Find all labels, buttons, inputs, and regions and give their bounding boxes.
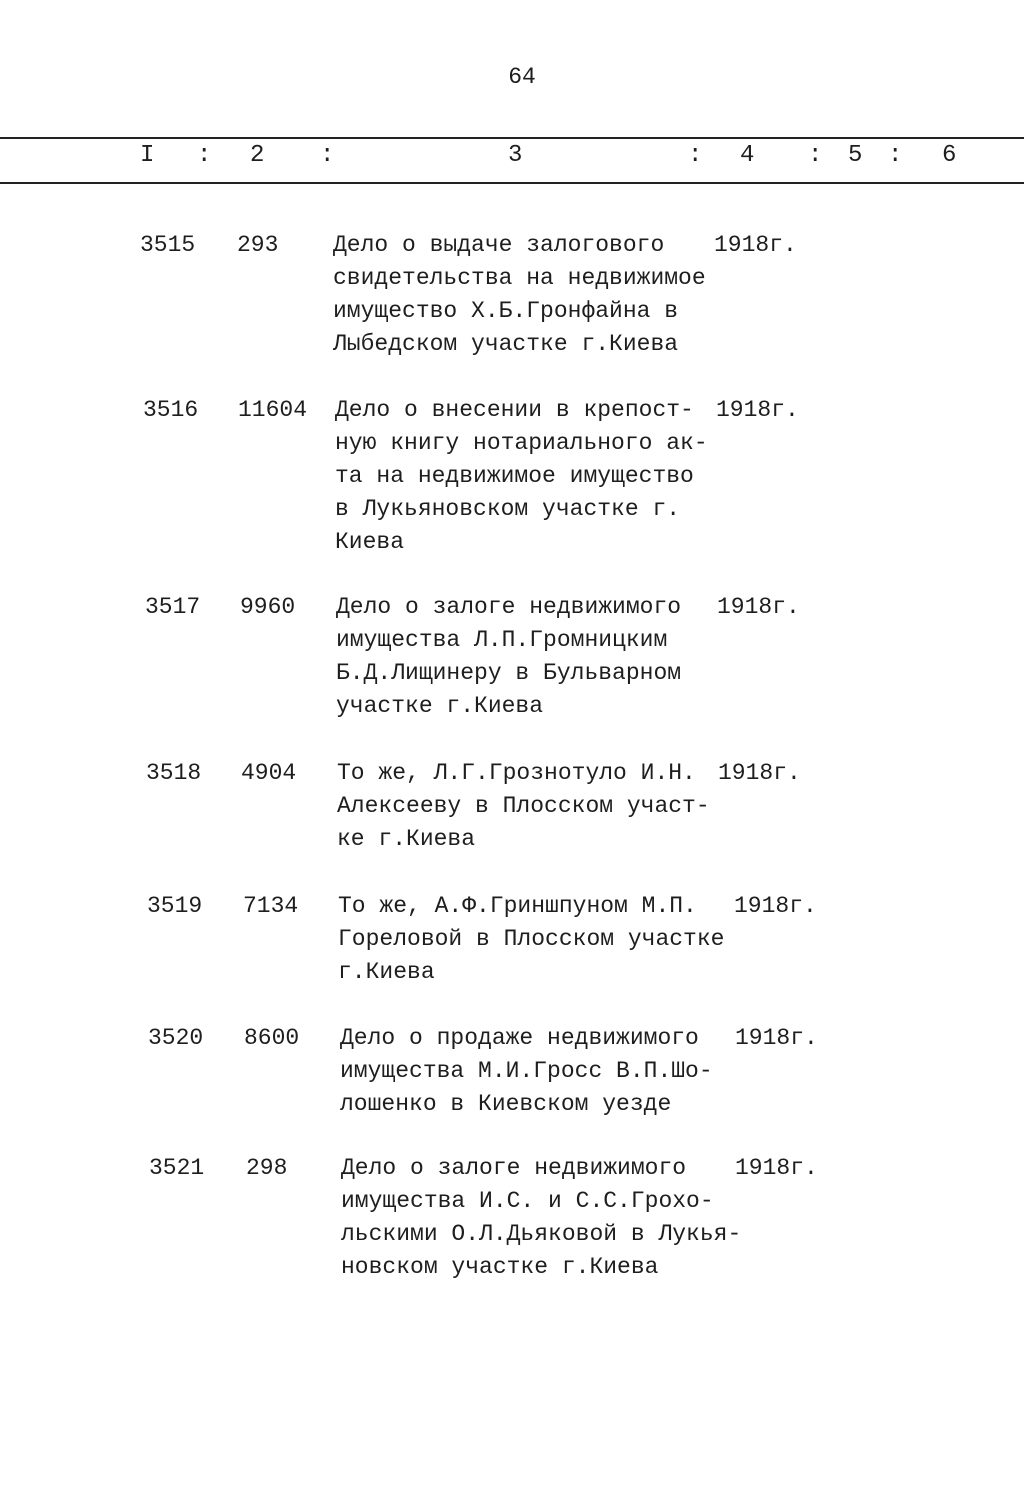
description-line: имущество Х.Б.Гронфайна в	[333, 298, 679, 324]
entry-description	[335, 394, 708, 559]
entry-number: 3515	[140, 232, 196, 258]
description-line: имущества М.И.Гросс В.П.Шо-	[340, 1058, 713, 1084]
column-separator: :	[688, 142, 703, 169]
description-line: имущества Л.П.Громницким	[336, 627, 668, 653]
description-line: льскими О.Л.Дьяковой в Лукья-	[341, 1221, 742, 1247]
column-header-4: 4	[740, 142, 755, 169]
description-line: Киева	[335, 529, 405, 555]
entry-year: 1918г.	[734, 893, 817, 919]
column-separator: :	[808, 142, 823, 169]
header-rule-bottom	[0, 182, 1024, 184]
entry-file-number: 293	[237, 232, 279, 258]
entry-number: 3516	[143, 397, 199, 423]
description-line: ную книгу нотариального ак-	[335, 430, 708, 456]
entry-description	[340, 1022, 713, 1121]
description-line: свидетельства на недвижимое	[333, 265, 706, 291]
entry-file-number: 8600	[244, 1025, 300, 1051]
column-header-6: 6	[942, 142, 957, 169]
entry-year: 1918г.	[735, 1155, 818, 1181]
entry-description	[338, 890, 724, 989]
entry-file-number: 298	[246, 1155, 288, 1181]
entry-file-number: 7134	[243, 893, 299, 919]
description-line: та на недвижимое имущество	[335, 463, 694, 489]
entry-number: 3520	[148, 1025, 204, 1051]
column-separator: :	[888, 142, 903, 169]
column-header-3: 3	[508, 142, 523, 169]
description-line: То же, А.Ф.Гриншпуном М.П.	[338, 893, 697, 919]
entry-year: 1918г.	[718, 760, 801, 786]
column-header-2: 2	[250, 142, 265, 169]
column-header-5: 5	[848, 142, 863, 169]
entry-file-number: 9960	[240, 594, 296, 620]
entry-number: 3521	[149, 1155, 205, 1181]
entry-number: 3517	[145, 594, 201, 620]
description-line: Лыбедском участке г.Киева	[333, 331, 679, 357]
entry-year: 1918г.	[717, 594, 800, 620]
column-separator: :	[197, 142, 212, 169]
entry-description	[341, 1152, 741, 1284]
entry-number: 3518	[146, 760, 202, 786]
description-line: Дело о залоге недвижимого	[336, 594, 682, 620]
column-header-1: I	[140, 142, 155, 169]
description-line: Алексееву в Плосском участ-	[337, 793, 710, 819]
page-number: 64	[508, 64, 536, 90]
description-line: Дело о выдаче залогового	[333, 232, 665, 258]
description-line: имущества И.С. и С.С.Грохо-	[341, 1188, 714, 1214]
entry-file-number: 4904	[241, 760, 297, 786]
entry-file-number: 11604	[238, 397, 308, 423]
header-rule-top	[0, 137, 1024, 139]
entry-year: 1918г.	[716, 397, 799, 423]
description-line: новском участке г.Киева	[341, 1254, 659, 1280]
entry-description	[333, 229, 706, 361]
description-line: Дело о залоге недвижимого	[341, 1155, 687, 1181]
entry-description	[337, 757, 710, 856]
entry-number: 3519	[147, 893, 203, 919]
entry-description	[336, 591, 681, 723]
description-line: Дело о внесении в крепост-	[335, 397, 694, 423]
description-line: Б.Д.Лищинеру в Бульварном	[336, 660, 682, 686]
entry-year: 1918г.	[714, 232, 797, 258]
entry-year: 1918г.	[735, 1025, 818, 1051]
description-line: в Лукьяновском участке г.	[335, 496, 681, 522]
description-line: Гореловой в Плосском участке	[338, 926, 725, 952]
description-line: лошенко в Киевском уезде	[340, 1091, 672, 1117]
description-line: г.Киева	[338, 959, 435, 985]
description-line: Дело о продаже недвижимого	[340, 1025, 699, 1051]
column-separator: :	[320, 142, 335, 169]
description-line: участке г.Киева	[336, 693, 544, 719]
description-line: ке г.Киева	[337, 826, 476, 852]
description-line: То же, Л.Г.Грознотуло И.Н.	[337, 760, 696, 786]
